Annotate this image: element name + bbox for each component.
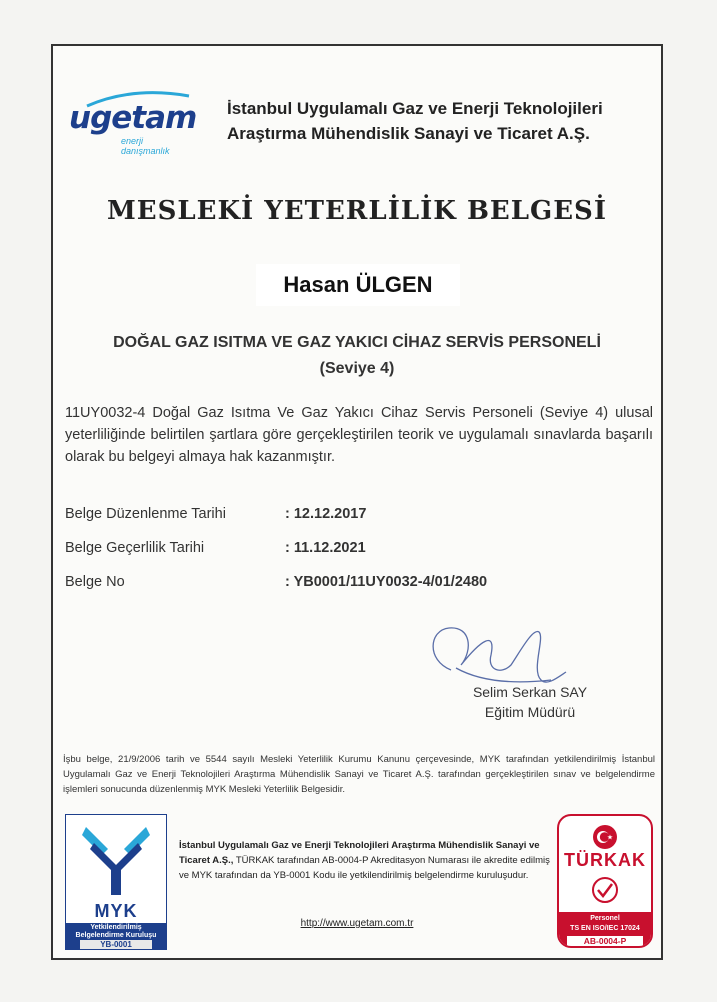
myk-code: YB-0001	[80, 940, 152, 949]
logo-tagline: enerji danışmanlık	[121, 136, 170, 156]
turkak-badge	[557, 814, 653, 948]
accreditation-org: İstanbul Uygulamalı Gaz ve Enerji Teknolojileri Araştırma Mühendislik Sanayi ve Ticaret A.Ş.,	[179, 840, 540, 866]
validity-date-label: Belge Geçerlilik Tarihi	[65, 540, 205, 556]
checkmark-icon	[591, 876, 619, 904]
qualification-line-2: (Seviye 4)	[319, 360, 395, 377]
myk-badge	[65, 814, 167, 950]
org-line-2: Araştırma Mühendislik Sanayi ve Ticaret A.Ş.	[227, 124, 590, 143]
certificate-number-value: : YB0001/11UY0032-4/01/2480	[285, 574, 488, 590]
certificate-body: 11UY0032-4 Doğal Gaz Isıtma Ve Gaz Yakıcı Cihaz Servis Personeli (Seviye 4) ulusal yeterliliğinde belirtilen şartlara göre gerçekleştirilen teorik ve uygulamalı sınavlarda başarılı olarak bu belgeyi almaya hak kazanmıştır.	[65, 405, 653, 465]
turkak-line-1: Personel	[590, 915, 620, 922]
holder-name-box	[256, 264, 460, 306]
turkak-title: TÜRKAK	[564, 850, 646, 870]
signatory	[455, 682, 605, 722]
certificate-title: MESLEKİ YETERLİLİK BELGESİ	[106, 196, 607, 226]
turkak-line-2: TS EN ISO/IEC 17024	[570, 925, 640, 932]
turkak-code: AB-0004-P	[567, 936, 643, 946]
issue-date-label: Belge Düzenlenme Tarihi	[65, 506, 226, 522]
qualification-line-1: DOĞAL GAZ ISITMA VE GAZ YAKICI CİHAZ SERVİS PERSONELİ	[113, 334, 601, 351]
holder-name: Hasan ÜLGEN	[283, 272, 433, 297]
accreditation-rest: TÜRKAK tarafından AB-0004-P Akreditasyon Numarası ile akredite edilmiş ve MYK tarafından da YB-0001 Kodu ile yetkilendirilmiş belgelendirme kuruluşudur.	[179, 855, 550, 881]
myk-title: MYK	[94, 901, 138, 921]
org-line-1: İstanbul Uygulamalı Gaz ve Enerji Teknolojileri	[227, 99, 603, 118]
logo-wordmark: ugetam	[69, 100, 197, 136]
myk-emblem-icon	[82, 821, 150, 897]
certificate-frame	[51, 44, 663, 960]
legal-notice: İşbu belge, 21/9/2006 tarih ve 5544 sayılı Mesleki Yeterlilik Kurumu Kanunu çerçevesinde, MYK tarafından yetkilendirilmiş İstanbul Uygulamalı Gaz ve Enerji Teknolojileri Araştırma Mühendislik Sanayi ve Ticaret A.Ş. tarafından gerçekleştirilen sınav ve belgelendirme işlemleri sonucunda düzenlenmiş MYK Mesleki Yeterlilik Belgesidir.	[63, 754, 655, 795]
myk-label-line-1: Yetkilendirilmiş	[90, 924, 142, 931]
validity-date-value: : 11.12.2021	[285, 540, 366, 556]
website-link[interactable]: http://www.ugetam.com.tr	[300, 918, 414, 929]
accreditation-text	[179, 838, 551, 883]
ugetam-logo	[69, 92, 197, 156]
certificate-number-label: Belge No	[65, 574, 125, 590]
myk-label-line-2: Belgelendirme Kuruluşu	[75, 932, 157, 939]
organization-name	[227, 96, 647, 146]
turkak-label-bar	[559, 912, 651, 948]
signatory-name: Selim Serkan SAY	[472, 684, 588, 700]
issue-date-value: : 12.12.2017	[285, 506, 367, 522]
signatory-role: Eğitim Müdürü	[484, 704, 576, 720]
turkish-flag-icon	[592, 824, 618, 850]
qualification	[53, 330, 661, 382]
